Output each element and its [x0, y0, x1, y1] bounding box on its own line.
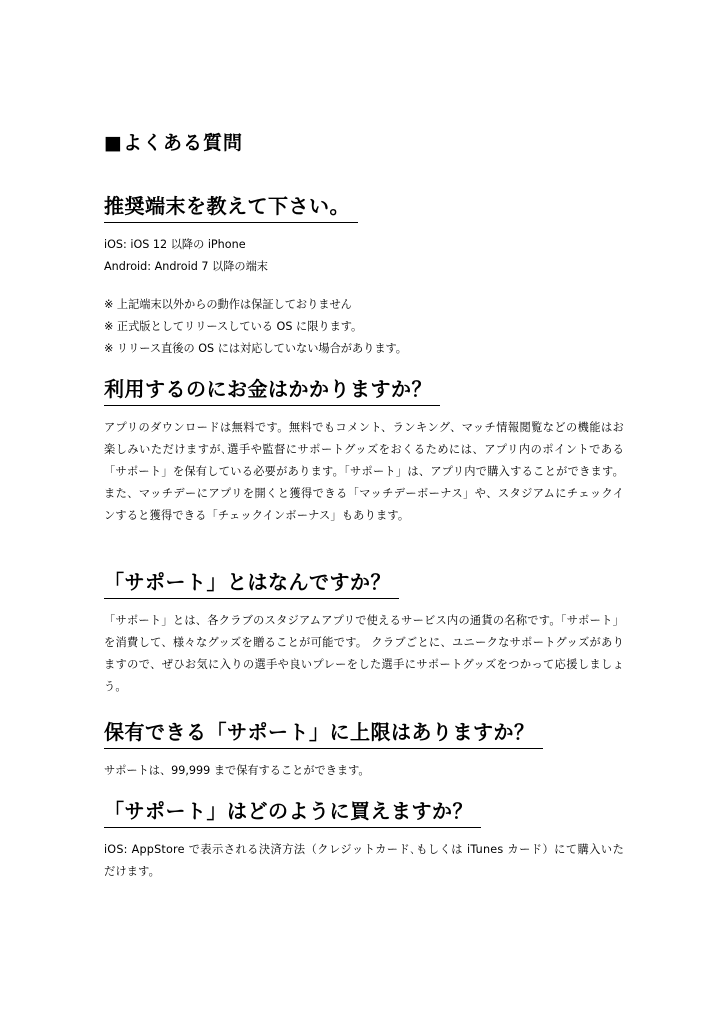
- faq-question: 利用するのにお金はかかりますか？: [104, 373, 440, 406]
- page-title: ■よくある質問: [104, 132, 243, 154]
- faq-answer: サポートは、99,999 まで保有することができます。: [104, 764, 370, 777]
- faq-answer: アプリのダウンロードは無料です。無料でもコメント、ランキング、マッチ情報閲覧などの機能はお楽しみいただけますが､選手や監督にサポートグッズをおくるためには、アプリ内のポイントである「サポート」を保有している必要があります。「サポート」は、アプリ内で購入することができます。また、マッチデーにアプリを開くと獲得できる「マッチデーボーナス」や、スタジアムにチェックインすると獲得できる「チェックインボーナス」もあります。: [104, 421, 624, 522]
- faq-section-recommended-devices: [104, 190, 624, 360]
- note-line: ※ 正式版としてリリースしている OS に限ります。: [104, 320, 363, 333]
- note-line: ※ 上記端末以外からの動作は保証しておりません: [104, 298, 352, 311]
- faq-section-support-limit: [104, 716, 624, 782]
- faq-question: 推奨端末を教えて下さい。: [104, 190, 358, 223]
- faq-question: 「サポート」はどのように買えますか？: [104, 795, 481, 828]
- answer-line-android: Android: Android 7 以降の端末: [104, 260, 268, 273]
- faq-question: 保有できる「サポート」に上限はありますか？: [104, 716, 543, 749]
- faq-section-what-is-support: [104, 566, 624, 698]
- faq-section-how-to-buy: [104, 795, 624, 883]
- faq-answer: 「サポート」とは、各クラブのスタジアムアプリで使えるサービス内の通貨の名称です。「サポート」を消費して、様々なグッズを贈ることが可能です。 クラブごとに、ユニークなサポートグッズがありますので、ぜひお気に入りの選手や良いプレーをした選手にサポートグッズをつかって応援しましょう。: [104, 614, 624, 693]
- faq-question: 「サポート」とはなんですか？: [104, 566, 399, 599]
- answer-line-ios: iOS: iOS 12 以降の iPhone: [104, 238, 246, 251]
- faq-section-cost: [104, 373, 624, 527]
- faq-answer: iOS: AppStore で表示される決済方法（クレジットカード､もしくは iTunes カード）にて購入いただけます。: [104, 843, 624, 878]
- faq-answer: [104, 234, 624, 360]
- note-line: ※ リリース直後の OS には対応していない場合があります。: [104, 342, 407, 355]
